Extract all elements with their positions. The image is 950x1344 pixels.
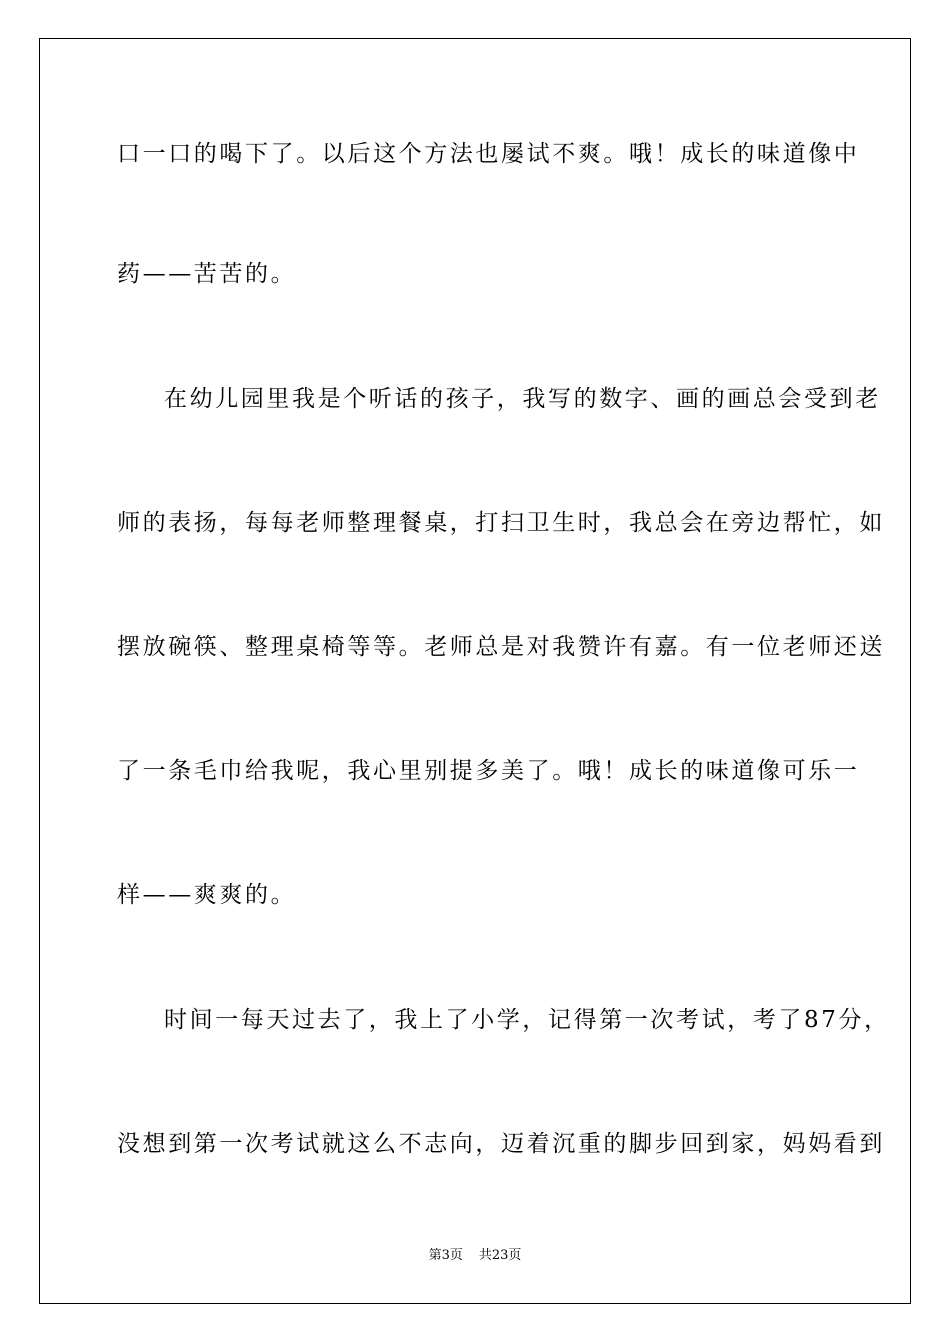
text-line: 摆放碗筷、整理桌椅等等。老师总是对我赞许有嘉。有一位老师还送 [117, 634, 885, 660]
text-line: 了一条毛巾给我呢，我心里别提多美了。哦！成长的味道像可乐一 [117, 758, 860, 784]
page-border [39, 38, 911, 1304]
paragraph-first-line: 在幼儿园里我是个听话的孩子，我写的数字、画的画总会受到老 [164, 386, 881, 412]
text-line: 药——苦苦的。 [117, 261, 297, 287]
paragraph-first-line: 时间一每天过去了，我上了小学，记得第一次考试，考了87分， [164, 1007, 890, 1033]
total-pages: 共23页 [478, 1248, 522, 1263]
text-line: 口一口的喝下了。以后这个方法也屡试不爽。哦！成长的味道像中 [117, 141, 860, 167]
page-footer [0, 1246, 950, 1266]
text-line: 没想到第一次考试就这么不志向，迈着沉重的脚步回到家，妈妈看到 [117, 1131, 885, 1157]
text-line: 样——爽爽的。 [117, 882, 297, 908]
text-line: 师的表扬，每每老师整理餐桌，打扫卫生时，我总会在旁边帮忙，如 [117, 510, 885, 536]
page-number: 第3页 [428, 1248, 463, 1263]
